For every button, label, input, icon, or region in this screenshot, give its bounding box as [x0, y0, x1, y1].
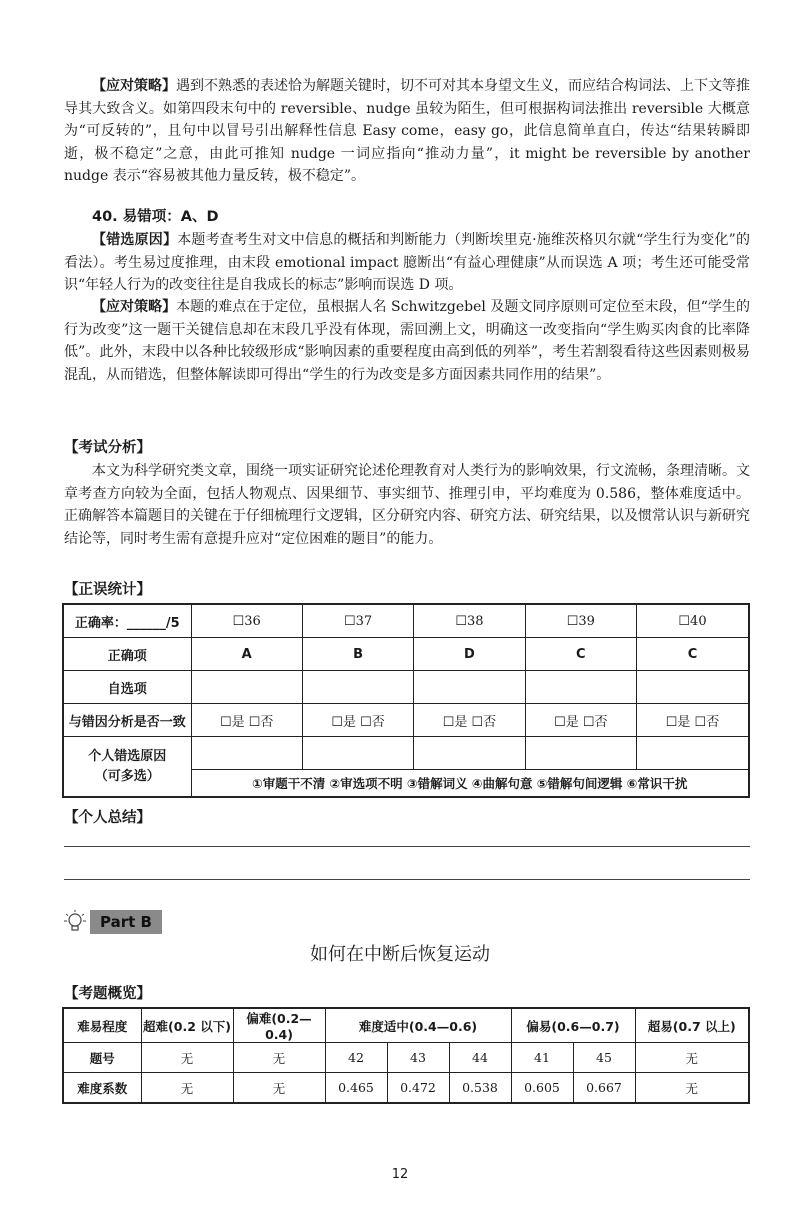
question-36[interactable]: ☐36: [191, 604, 302, 638]
q40-strategy-label: 【应对策略】: [92, 299, 177, 315]
reason-input[interactable]: [191, 737, 302, 770]
match-checkbox[interactable]: ☐是 ☐否: [414, 704, 525, 737]
reason-label: 个人错选原因: [88, 748, 167, 764]
match-checkbox[interactable]: ☐是 ☐否: [302, 704, 413, 737]
self-choice-cell[interactable]: [302, 671, 413, 704]
self-choice-cell[interactable]: [637, 671, 750, 704]
q40-cause-text: 本题考查考生对文中信息的概括和判断能力（判断埃里克·施维茨格贝尔就“学生行为变化”的看法）。考生易过度推理，由末段 emotional impact 臆断出“有益心理健康”从而误选 A 项；考生还可能受常识“年轻人行为的改变往往是自我成长的标志”影响而误选 D 项。: [64, 232, 751, 293]
accuracy-cell[interactable]: 正确率：______/5: [63, 604, 191, 638]
summary-line[interactable]: [64, 846, 750, 847]
analysis-paragraph: 本文为科学研究类文章，围绕一项实证研究论述伦理教育对人类行为的影响效果，行文流畅，条理清晰。文章考查方向较为全面，包括人物观点、因果细节、事实细节、推理引申，平均难度为 0.586，整体难度适中。正确解答本篇题目的关键在于仔细梳理行文逻辑，区分研究内容、研究方法、研究结果，以及惯常认识与新研究结论等，同时考生需有意提升应对“定位困难的题目”的能力。: [64, 463, 750, 547]
correct-38: D: [414, 638, 525, 671]
very-easy-questions: 无: [635, 1043, 749, 1073]
correct-label: 正确项: [63, 638, 191, 671]
q40-heading: 40. 易错项：A、D: [92, 209, 219, 225]
easy-question: 45: [573, 1043, 635, 1073]
moderate-header: 难度适中(0.4—0.6): [325, 1008, 511, 1043]
moderate-question: 42: [325, 1043, 387, 1073]
stats-table: [62, 603, 750, 798]
table-row: [63, 671, 749, 704]
overview-table: [62, 1007, 750, 1104]
question-39[interactable]: ☐39: [525, 604, 636, 638]
strategy-text: 遇到不熟悉的表述恰为解题关键时，切不可对其本身望文生义，而应结合构词法、上下文等推导其大致含义。如第四段末句中的 reversible、nudge 虽较为陌生，但可根据构词法推出 reversible 大概意为“可反转的”，且句中以冒号引出解释性信息 Easy come，easy go，此信息简单直白，传达“结果转瞬即逝，极不稳定”之意，由此可推知 nudge 一词应指向“推动力量”，it might be reversible by another nudge 表示“容易被其他力量反转，极不稳定”。: [64, 78, 750, 184]
table-row: [63, 737, 749, 770]
stats-heading: 【正误统计】: [64, 582, 151, 598]
lightbulb-icon: [64, 910, 86, 934]
moderate-coefficient: 0.472: [387, 1073, 449, 1104]
question-40[interactable]: ☐40: [637, 604, 750, 638]
easy-coefficient: 0.605: [511, 1073, 573, 1104]
question-37[interactable]: ☐37: [302, 604, 413, 638]
hard-questions: 无: [233, 1043, 325, 1073]
very-hard-coefficient: 无: [141, 1073, 233, 1104]
table-row: [63, 1043, 749, 1073]
table-row: [63, 1073, 749, 1104]
very-hard-header: 超难(0.2 以下): [141, 1008, 233, 1043]
q40-cause-label: 【错选原因】: [92, 232, 178, 248]
q40-strategy-paragraph: [64, 296, 750, 386]
reason-input[interactable]: [525, 737, 636, 770]
correct-40: C: [637, 638, 750, 671]
very-hard-questions: 无: [141, 1043, 233, 1073]
reason-input[interactable]: [637, 737, 750, 770]
very-easy-header: 超易(0.7 以上): [635, 1008, 749, 1043]
very-easy-coefficient: 无: [635, 1073, 749, 1104]
strategy-paragraph: [64, 75, 750, 188]
strategy-label: 【应对策略】: [92, 78, 176, 94]
q40-cause-paragraph: [64, 229, 750, 297]
summary-heading: 【个人总结】: [64, 810, 151, 826]
part-b-header: [64, 910, 162, 934]
easy-header: 偏易(0.6—0.7): [511, 1008, 635, 1043]
easy-coefficient: 0.667: [573, 1073, 635, 1104]
reason-sub: （可多选）: [94, 768, 160, 784]
summary-line[interactable]: [64, 879, 750, 880]
difficulty-coefficient-label: 难度系数: [63, 1073, 141, 1104]
match-checkbox[interactable]: ☐是 ☐否: [525, 704, 636, 737]
part-b-title: 如何在中断后恢复运动: [310, 944, 490, 965]
easy-question: 41: [511, 1043, 573, 1073]
reason-input[interactable]: [414, 737, 525, 770]
self-choice-label: 自选项: [63, 671, 191, 704]
self-choice-cell[interactable]: [414, 671, 525, 704]
q40-strategy-text: 本题的难点在于定位，虽根据人名 Schwitzgebel 及题文同序原则可定位至末段，但“学生的行为改变”这一题干关键信息却在末段几乎没有体现，需回溯上文，明确这一改变指向“学生购买肉食的比率降低”。此外，末段中以各种比较级形成“影响因素的重要程度由高到低的列举”，考生若割裂看待这些因素则极易混乱，从而错选，但整体解读即可得出“学生的行为改变是多方面因素共同作用的结果”。: [64, 299, 750, 383]
moderate-coefficient: 0.465: [325, 1073, 387, 1104]
reason-label-cell: [63, 737, 191, 798]
correct-37: B: [302, 638, 413, 671]
question-number-label: 题号: [63, 1043, 141, 1073]
match-checkbox[interactable]: ☐是 ☐否: [637, 704, 750, 737]
hard-header: 偏难(0.2—0.4): [233, 1008, 325, 1043]
page-number: 12: [391, 1167, 409, 1182]
question-38[interactable]: ☐38: [414, 604, 525, 638]
table-row: [63, 638, 749, 671]
difficulty-header: 难易程度: [63, 1008, 141, 1043]
self-choice-cell[interactable]: [525, 671, 636, 704]
part-b-badge: Part B: [90, 910, 162, 934]
correct-36: A: [191, 638, 302, 671]
moderate-question: 44: [449, 1043, 511, 1073]
correct-39: C: [525, 638, 636, 671]
moderate-question: 43: [387, 1043, 449, 1073]
overview-heading: 【考题概览】: [64, 986, 151, 1002]
reason-input[interactable]: [302, 737, 413, 770]
table-row: [63, 704, 749, 737]
moderate-coefficient: 0.538: [449, 1073, 511, 1104]
table-row: [63, 604, 749, 638]
hard-coefficient: 无: [233, 1073, 325, 1104]
self-choice-cell[interactable]: [191, 671, 302, 704]
match-label: 与错因分析是否一致: [63, 704, 191, 737]
reason-options[interactable]: ①审题干不清 ②审选项不明 ③错解词义 ④曲解句意 ⑤错解句间逻辑 ⑥常识干扰: [191, 770, 749, 798]
analysis-heading: 【考试分析】: [64, 440, 151, 456]
match-checkbox[interactable]: ☐是 ☐否: [191, 704, 302, 737]
table-row: [63, 1008, 749, 1043]
